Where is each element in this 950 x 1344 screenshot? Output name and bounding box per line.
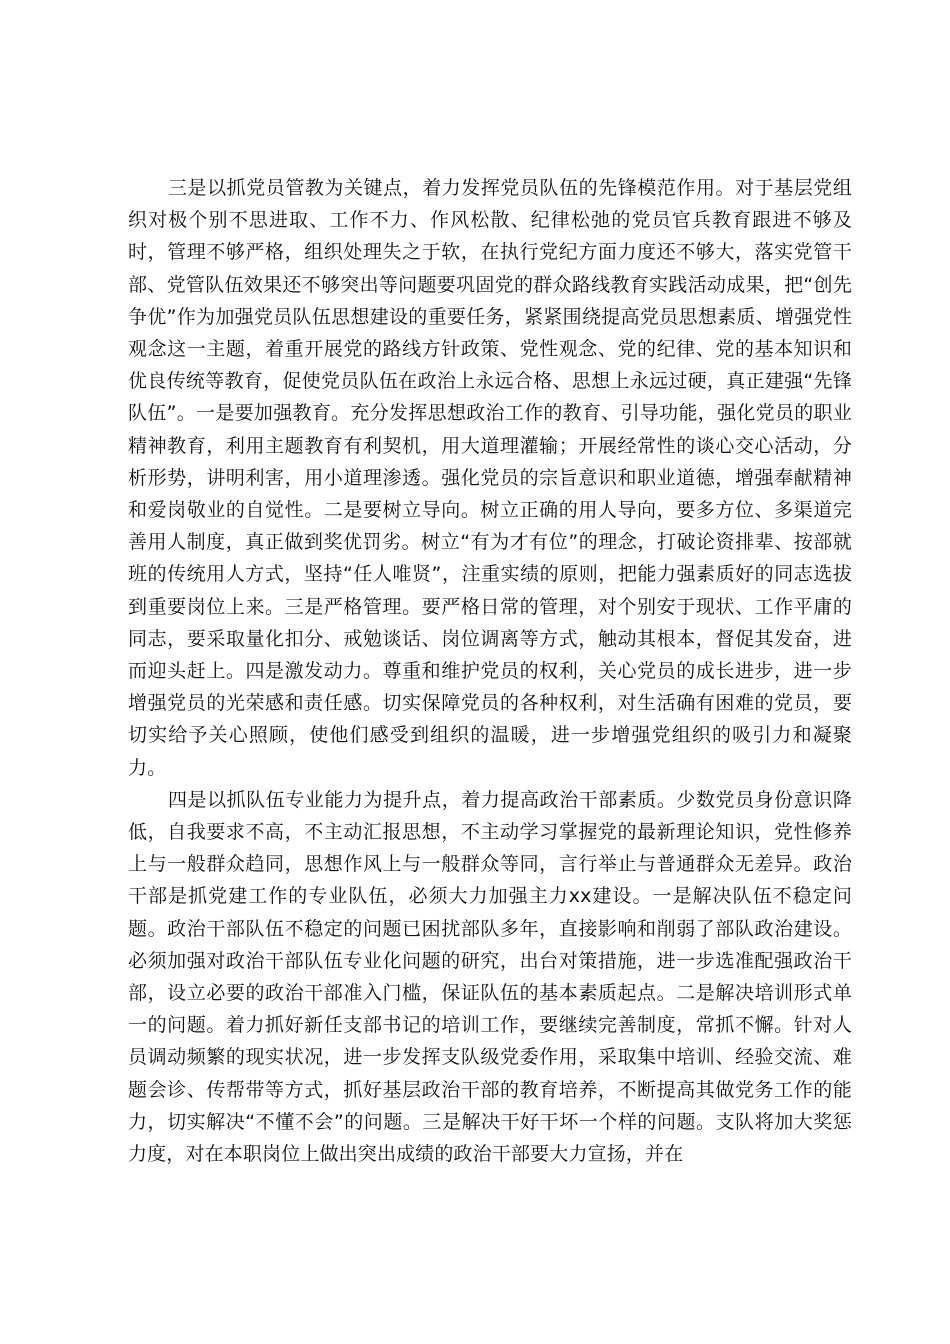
paragraph-party-member-management: 三是以抓党员管教为关键点，着力发挥党员队伍的先锋模范作用。对于基层党组织对极个别不思进取、工作不力、作风松散、纪律松弛的党员官兵教育跟进不够及时，管理不够严格，组织处理失之于软，在执行党纪方面力度还不够大，落实党管干部、党管队伍效果还不够突出等问题要巩固党的群众路线教育实践活动成果，把“创先争优”作为加强党员队伍思想建设的重要任务，紧紧围绕提高党员思想素质、增强党性观念这一主题，着重开展党的路线方针政策、党性观念、党的纪律、党的基本知识和优良传统等教育，促使党员队伍在政治上永远合格、思想上永远过硬，真正建强“先锋队伍”。一是要加强教育。充分发挥思想政治工作的教育、引导功能，强化党员的职业精神教育，利用主题教育有利契机，用大道理灌输；开展经常性的谈心交心活动，分析形势，讲明利害，用小道理渗透。强化党员的宗旨意识和职业道德，增强奉献精神和爱岗敬业的自觉性。二是要树立导向。树立正确的用人导向，要多方位、多渠道完善用人制度，真正做到奖优罚劣。树立“有为才有位”的理念，打破论资排辈、按部就班的传统用人方式，坚持“任人唯贤”，注重实绩的原则，把能力强素质好的同志选拔到重要岗位上来。三是严格管理。要严格日常的管理，对个别安于现状、工作平庸的同志，要采取量化扣分、戒勉谈话、岗位调离等方式，触动其根本，督促其发奋，进而迎头赶上。四是激发动力。尊重和维护党员的权利，关心党员的成长进步，进一步增强党员的光荣感和责任感。切实保障党员的各种权利，对生活确有困难的党员，要切实给予关心照顾，使他们感受到组织的温暖，进一步增强党组织的吸引力和凝聚力。 [128,177,852,779]
paragraph-political-cadre-quality: 四是以抓队伍专业能力为提升点，着力提高政治干部素质。少数党员身份意识降低，自我要求不高，不主动汇报思想，不主动学习掌握党的最新理论知识，党性修养上与一般群众趋同，思想作风上与一般群众等同，言行举止与普通群众无差异。政治干部是抓党建工作的专业队伍，必须大力加强主力xx建设。一是解决队伍不稳定问题。政治干部队伍不稳定的问题已困扰部队多年，直接影响和削弱了部队政治建设。必须加强对政治干部队伍专业化问题的研究，出台对策措施，进一步选准配强政治干部，设立必要的政治干部准入门槛，保证队伍的基本素质起点。二是解决培训形式单一的问题。着力抓好新任支部书记的培训工作，要继续完善制度，常抓不懈。针对人员调动频繁的现实状况，进一步发挥支队级党委作用，采取集中培训、经验交流、难题会诊、传帮带等方式，抓好基层政治干部的教育培养，不断提高其做党务工作的能力，切实解决“不懂不会”的问题。三是解决干好干坏一个样的问题。支队将加大奖惩力度，对在本职岗位上做出突出成绩的政治干部要大力宣扬，并在 [128,788,852,1166]
document-body [128,172,852,1170]
